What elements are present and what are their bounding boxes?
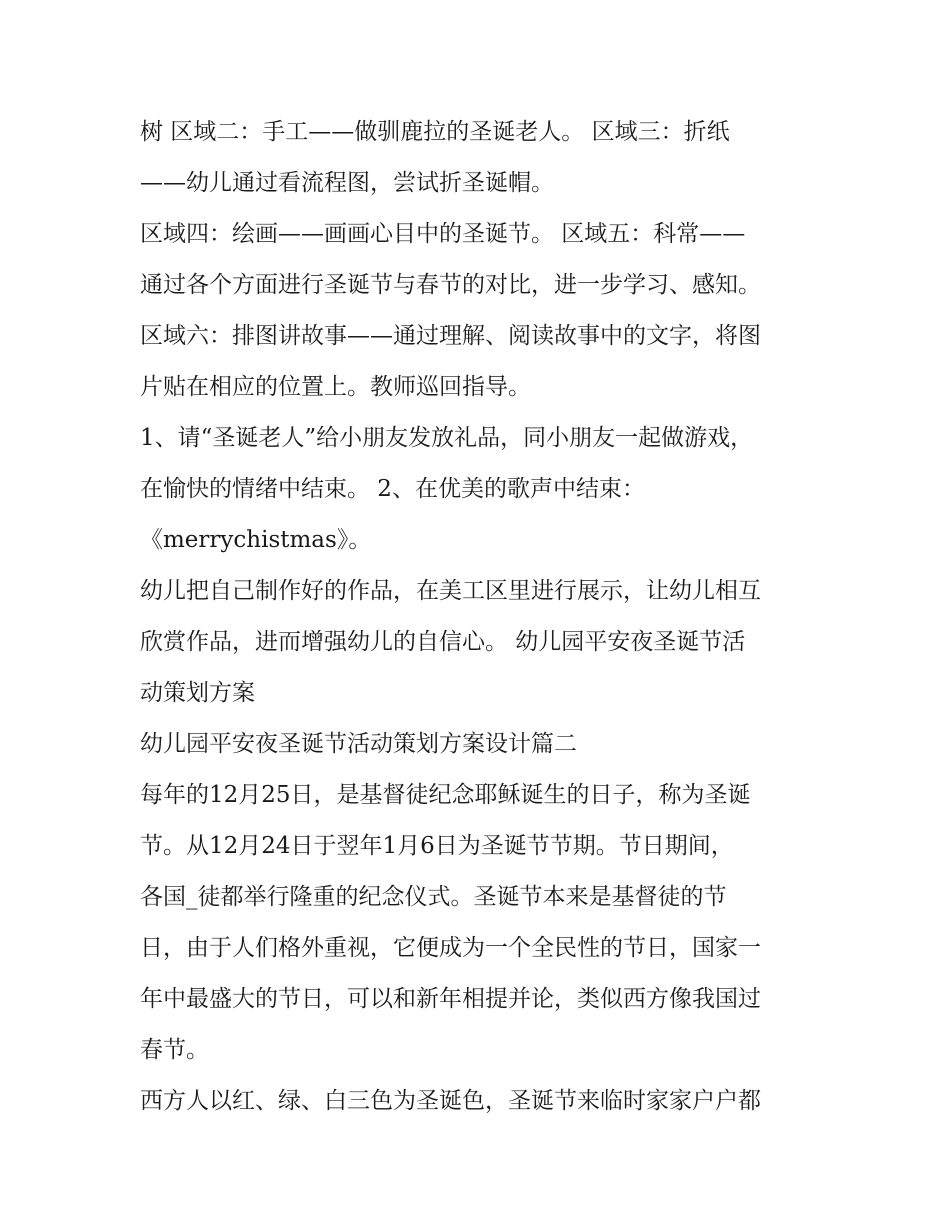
- text-line: 区域六：排图讲故事——通过理解、阅读故事中的文字，将图: [140, 323, 761, 349]
- text-line: 日，由于人们格外重视，它便成为一个全民性的节日，国家一: [140, 935, 761, 961]
- text-line: 片贴在相应的位置上。教师巡回指导。: [140, 374, 531, 400]
- text-line: 节。从12月24日于翌年1月6日为圣诞节节期。节日期间，: [140, 833, 734, 859]
- text-line: 各国_徒都举行隆重的纪念仪式。圣诞节本来是基督徒的节: [140, 884, 727, 910]
- document-body: [140, 107, 830, 1127]
- text-line: 幼儿把自己制作好的作品，在美工区里进行展示，让幼儿相互: [140, 578, 761, 604]
- text-line: ——幼儿通过看流程图，尝试折圣诞帽。: [140, 170, 554, 196]
- text-line: 年中最盛大的节日，可以和新年相提并论，类似西方像我国过: [140, 986, 761, 1012]
- text-line: 西方人以红、绿、白三色为圣诞色，圣诞节来临时家家户户都: [140, 1088, 761, 1114]
- text-line: 春节。: [140, 1037, 209, 1063]
- text-line: 树 区域二：手工——做驯鹿拉的圣诞老人。 区域三：折纸: [140, 119, 730, 145]
- text-line: 欣赏作品，进而增强幼儿的自信心。 幼儿园平安夜圣诞节活: [140, 629, 746, 655]
- section-heading: 幼儿园平安夜圣诞节活动策划方案设计篇二: [140, 731, 577, 757]
- text-line: 在愉快的情绪中结束。 2、在优美的歌声中结束：: [140, 476, 645, 502]
- text-line: 动策划方案: [140, 680, 255, 706]
- text-line: 通过各个方面进行圣诞节与春节的对比，进一步学习、感知。: [140, 272, 761, 298]
- text-line: 区域四：绘画——画画心目中的圣诞节。 区域五：科常——: [140, 221, 746, 247]
- text-line: 1、请“圣诞老人”给小朋友发放礼品，同小朋友一起做游戏，: [140, 425, 754, 451]
- text-line: 《merrychistmas》。: [140, 527, 372, 553]
- text-line: 每年的12月25日，是基督徒纪念耶稣诞生的日子，称为圣诞: [140, 782, 751, 808]
